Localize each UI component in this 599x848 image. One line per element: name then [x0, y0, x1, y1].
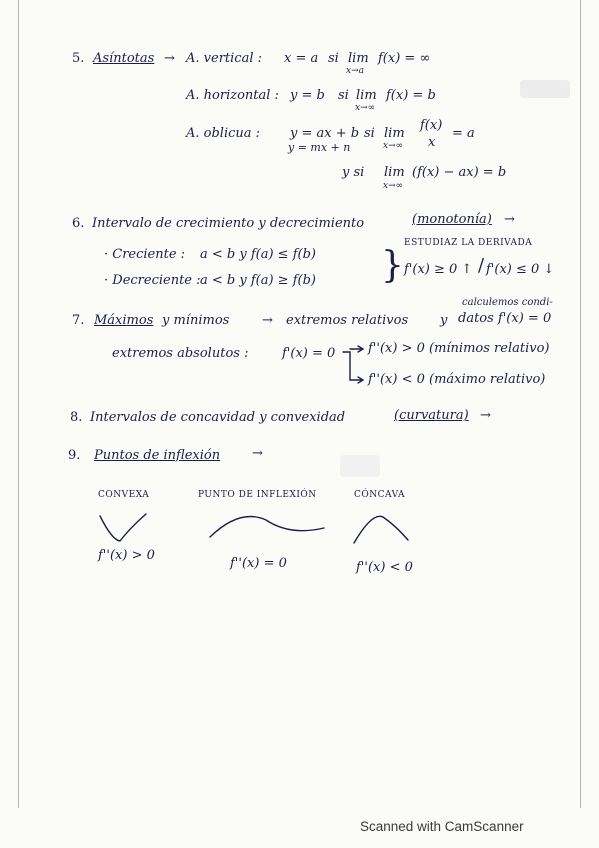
section-number: 7.	[72, 313, 85, 328]
formula: = a	[452, 126, 475, 141]
label: extremos relativos	[286, 313, 409, 328]
curve-label-convexa: CONVEXA	[98, 490, 150, 500]
formula: f'(x) ≤ 0 ↓	[486, 262, 555, 277]
section-title: Asíntotas	[93, 51, 155, 66]
formula: f''(x) < 0	[356, 560, 413, 575]
section-title: Puntos de inflexión	[94, 448, 221, 463]
formula: y = ax + b	[290, 126, 360, 141]
formula: f'(x) ≥ 0 ↑	[404, 262, 473, 277]
margin-note: calculemos condi-	[462, 297, 553, 308]
formula: f''(x) = 0	[230, 556, 287, 571]
formula: f''(x) > 0 (mínimos relativo)	[368, 341, 550, 356]
convex-curve-icon	[100, 514, 146, 541]
limit-symbol: lim	[384, 165, 405, 180]
formula: x = a	[284, 51, 319, 66]
formula: f'(x) = 0	[282, 346, 336, 361]
decreciente-label: · Decreciente :	[104, 273, 201, 288]
fraction-numerator: f(x)	[420, 118, 443, 133]
label: y	[440, 313, 448, 328]
asymptote-horizontal-label: A. horizontal :	[186, 88, 279, 103]
limit-symbol: lim	[356, 88, 377, 103]
formula: f(x) = b	[386, 88, 436, 103]
limit-subscript: x→∞	[355, 103, 376, 113]
section-number: 9.	[68, 448, 81, 463]
section-title: Máximos	[94, 313, 154, 328]
brace: }	[381, 245, 404, 286]
formula: f(x) = ∞	[378, 51, 431, 66]
arrow: →	[164, 51, 175, 66]
arrow: →	[504, 212, 515, 227]
limit-subscript: x→∞	[383, 181, 404, 191]
scanner-watermark: Scanned with CamScanner	[360, 819, 524, 834]
slash: /	[478, 255, 485, 276]
formula: a < b y f(a) ≤ f(b)	[200, 247, 316, 262]
formula: (f(x) − ax) = b	[412, 165, 507, 180]
label: extremos absolutos :	[112, 346, 249, 361]
concave-curve-icon	[354, 516, 408, 543]
section-number: 6.	[72, 216, 85, 231]
branch-arrow	[343, 352, 362, 380]
creciente-label: · Creciente :	[104, 247, 186, 262]
margin-note: ESTUDIAZ LA DERIVADA	[404, 238, 533, 248]
formula: y = mx + n	[288, 141, 351, 154]
limit-subscript: x→a	[346, 66, 364, 76]
section-title-paren: (curvatura)	[394, 408, 469, 423]
arrow: →	[252, 446, 263, 461]
section-title-paren: (monotonía)	[412, 212, 492, 227]
condition-word: si	[328, 51, 339, 66]
arrow: →	[262, 313, 273, 328]
section-title: Intervalo de crecimiento y decrecimiento	[92, 216, 365, 231]
formula: a < b y f(a) ≥ f(b)	[200, 273, 316, 288]
formula: y = b	[290, 88, 325, 103]
limit-subscript: x→∞	[383, 141, 404, 151]
condition-word: y si	[342, 165, 365, 180]
formula: f''(x) > 0	[98, 548, 155, 563]
arrow: →	[480, 408, 491, 423]
section-number: 5.	[72, 51, 85, 66]
limit-symbol: lim	[348, 51, 369, 66]
section-title: y mínimos	[162, 313, 230, 328]
asymptote-vertical-label: A. vertical :	[186, 51, 262, 66]
curve-label-concava: CÓNCAVA	[354, 490, 405, 500]
condition-word: si	[364, 126, 375, 141]
section-title: Intervalos de concavidad y convexidad	[90, 410, 346, 425]
fraction-denominator: x	[428, 135, 436, 150]
inflection-curve-icon	[210, 516, 324, 537]
formula: f''(x) < 0 (máximo relativo)	[368, 372, 546, 387]
curve-label-punto-inflexion: PUNTO DE INFLEXIÓN	[198, 490, 317, 500]
section-number: 8.	[70, 410, 83, 425]
condition-word: si	[338, 88, 349, 103]
formula: datos f'(x) = 0	[458, 311, 552, 326]
limit-symbol: lim	[384, 126, 405, 141]
asymptote-oblique-label: A. oblicua :	[186, 126, 261, 141]
